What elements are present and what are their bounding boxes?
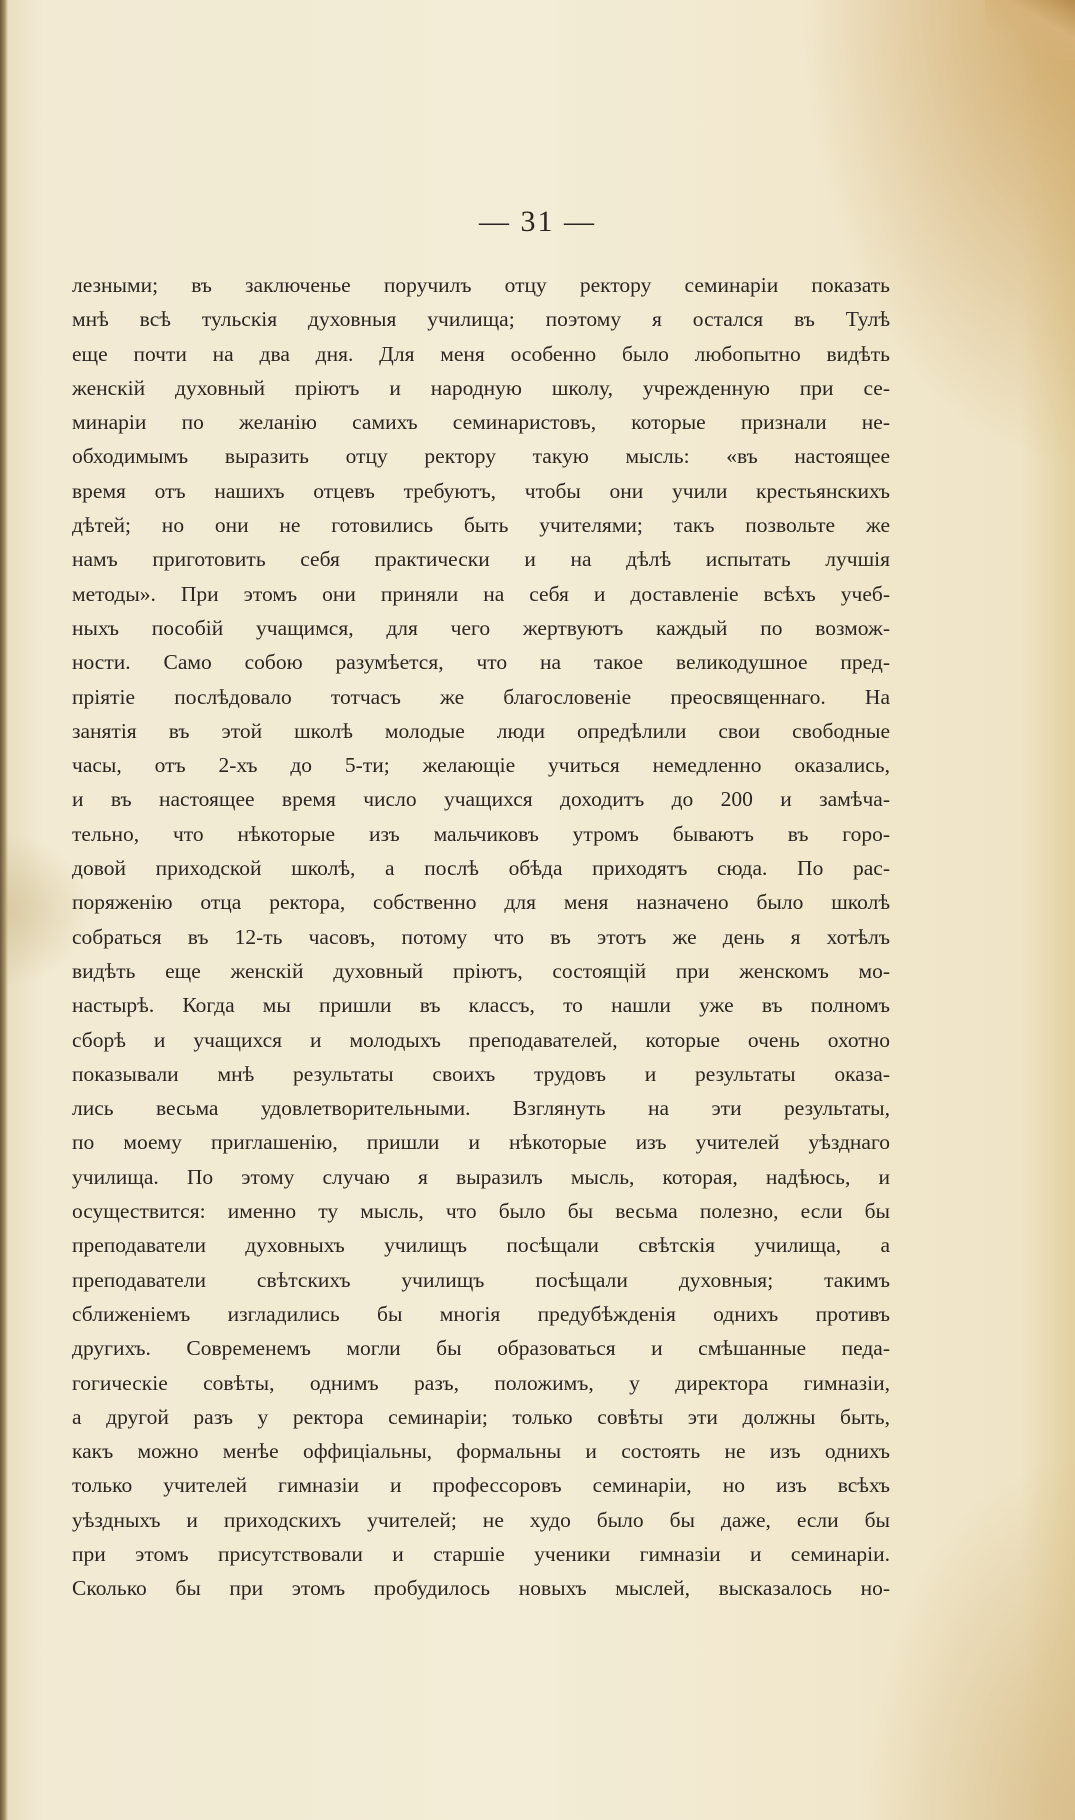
text-line: только учителей гимназіи и профессоровъ семинаріи, но изъ всѣхъ — [72, 1473, 890, 1498]
text-line: гогическіе совѣты, однимъ разъ, положимъ, у директора гимназіи, — [72, 1370, 890, 1395]
text-line: пріятіе послѣдовало тотчасъ же благословеніе преосвященнаго. На — [72, 684, 890, 709]
text-line: какъ можно менѣе оффиціальны, формальны и состоять не изъ однихъ — [72, 1439, 890, 1464]
text-line: минаріи по желанію самихъ семинаристовъ, которые признали не- — [72, 410, 890, 435]
text-line: методы». При этомъ они приняли на себя и доставленіе всѣхъ учеб- — [72, 581, 890, 606]
text-line: а другой разъ у ректора семинаріи; только совѣты эти должны быть, — [72, 1404, 890, 1429]
text-line: еще почти на два дня. Для меня особенно было любопытно видѣть — [72, 341, 890, 366]
text-line: мнѣ всѣ тульскія духовныя училища; поэтому я остался въ Тулѣ — [72, 307, 890, 332]
text-line: дѣтей; но они не готовились быть учителями; такъ позвольте же — [72, 513, 890, 538]
text-line: довой приходской школѣ, а послѣ обѣда приходятъ сюда. По рас- — [72, 856, 890, 881]
body-text — [72, 268, 890, 1606]
text-line: ныхъ пособій учащимся, для чего жертвуютъ каждый по возмож- — [72, 615, 890, 640]
text-line: Сколько бы при этомъ пробудилось новыхъ мыслей, высказалось но- — [72, 1576, 890, 1601]
text-line: сборѣ и учащихся и молодыхъ преподавателей, которые очень охотно — [72, 1027, 890, 1052]
text-line: лезными; въ заключенье поручилъ отцу ректору семинаріи показать — [72, 273, 890, 297]
text-line: уѣздныхъ и приходскихъ учителей; не худо было бы даже, если бы — [72, 1507, 890, 1532]
page-number: — 31 — — [479, 205, 596, 238]
text-line: занятія въ этой школѣ молодые люди опредѣлили свои свободные — [72, 718, 890, 743]
text-line: тельно, что нѣкоторые изъ мальчиковъ утромъ бываютъ въ горо- — [72, 821, 890, 846]
text-line: собраться въ 12-ть часовъ, потому что въ этотъ же день я хотѣлъ — [72, 924, 890, 949]
text-line: и въ настоящее время число учащихся доходитъ до 200 и замѣча- — [72, 787, 890, 812]
text-line: поряженію отца ректора, собственно для меня назначено было школѣ — [72, 890, 890, 915]
text-line: женскій духовный пріютъ и народную школу, учрежденную при се- — [72, 375, 890, 400]
text-line: другихъ. Современемъ могли бы образоваться и смѣшанные педа- — [72, 1336, 890, 1361]
text-line: осуществится: именно ту мысль, что было бы весьма полезно, если бы — [72, 1199, 890, 1224]
text-line: видѣть еще женскій духовный пріютъ, состоящій при женскомъ мо- — [72, 958, 890, 983]
binding-edge — [0, 0, 8, 1820]
text-line: намъ приготовить себя практически и на дѣлѣ испытать лучшія — [72, 547, 890, 572]
text-line: училища. По этому случаю я выразилъ мысль, которая, надѣюсь, и — [72, 1164, 890, 1189]
text-line: ности. Само собою разумѣется, что на такое великодушное пред- — [72, 650, 890, 675]
text-line: преподаватели духовныхъ училищъ посѣщали свѣтскія училища, а — [72, 1233, 890, 1258]
text-line: настырѣ. Когда мы пришли въ классъ, то нашли уже въ полномъ — [72, 993, 890, 1018]
text-line: по моему приглашенію, пришли и нѣкоторые изъ учителей уѣзднаго — [72, 1130, 890, 1155]
text-line: показывали мнѣ результаты своихъ трудовъ и результаты оказа- — [72, 1061, 890, 1086]
text-line: часы, отъ 2-хъ до 5-ти; желающіе учиться немедленно оказались, — [72, 753, 890, 778]
text-line: обходимымъ выразить отцу ректору такую мысль: «въ настоящее — [72, 444, 890, 469]
text-line: при этомъ присутствовали и старшіе ученики гимназіи и семинаріи. — [72, 1541, 890, 1566]
text-line: сближеніемъ изгладились бы многія предубѣжденія однихъ противъ — [72, 1301, 890, 1326]
page-corner-stain — [985, 0, 1075, 60]
text-line: время отъ нашихъ отцевъ требуютъ, чтобы они учили крестьянскихъ — [72, 478, 890, 503]
text-line: лись весьма удовлетворительными. Взглянуть на эти результаты, — [72, 1096, 890, 1121]
text-line: преподаватели свѣтскихъ училищъ посѣщали духовныя; такимъ — [72, 1267, 890, 1292]
